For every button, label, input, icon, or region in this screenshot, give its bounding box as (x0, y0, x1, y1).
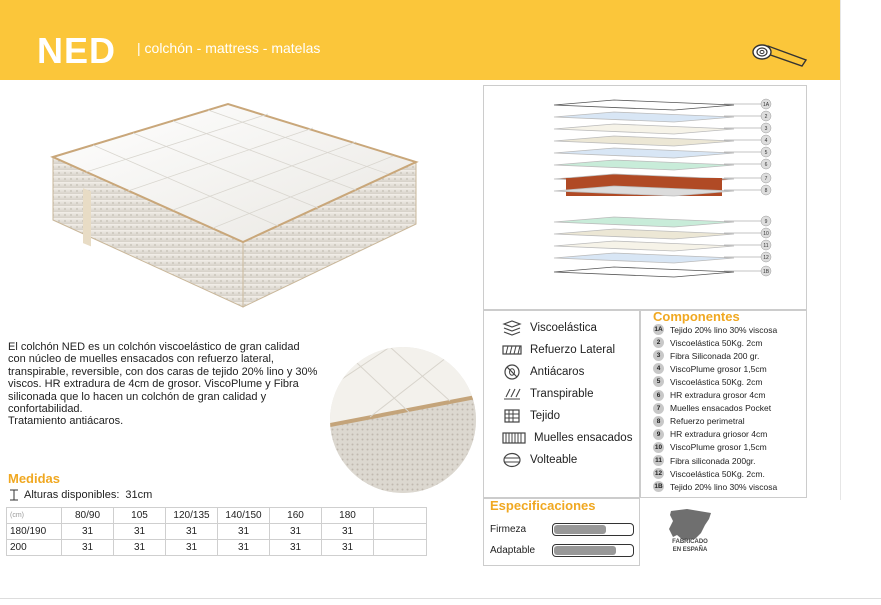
mattress-layer (554, 124, 734, 134)
component-number-badge: 11 (653, 455, 664, 466)
component-label: Tejido 20% lino 30% viscosa (670, 324, 778, 335)
layer-number: 12 (763, 255, 769, 261)
mattress-photo (38, 92, 448, 322)
component-number-badge: 1B (654, 483, 663, 491)
layer-number: 2 (764, 114, 768, 120)
product-subtitle: | colchón - mattress - matelas (137, 40, 321, 56)
fabric-detail-closeup (330, 347, 476, 493)
bottom-divider (0, 598, 881, 599)
made-in-line1: FABRICADO (672, 539, 708, 545)
description-extra: Tratamiento antiácaros. (8, 415, 124, 428)
component-item (653, 429, 767, 440)
table-cell: 31 (218, 540, 270, 556)
layer-number: 11 (763, 243, 769, 249)
breathable-icon (502, 386, 522, 402)
component-number-badge: 12 (654, 470, 663, 478)
component-number-badge: 2 (653, 337, 664, 348)
component-item (653, 481, 777, 492)
component-number-badge: 10 (654, 443, 663, 451)
anti-mite-icon (502, 364, 522, 380)
layer-number: 1A (762, 102, 770, 108)
spec-label: Adaptable (490, 545, 536, 556)
component-label: HR extradura grosor 4cm (670, 390, 766, 400)
especificaciones-heading: Especificaciones (490, 498, 596, 513)
table-cell: 31 (62, 524, 114, 540)
table-cell: 31 (166, 524, 218, 540)
layer-number: 10 (763, 231, 769, 237)
spec-firmeza (490, 523, 634, 536)
component-item (653, 350, 759, 361)
component-label: Fibra Siliconada 200 gr. (670, 350, 760, 361)
column-header: 80/90 (62, 508, 114, 524)
mattress-layer (554, 136, 734, 146)
row-label: 180/190 (7, 524, 62, 540)
component-label: HR extradura griosor 4cm (670, 429, 768, 440)
feature-refuerzo-lateral (502, 342, 615, 358)
product-description (8, 341, 318, 428)
component-number-badge: 6 (653, 390, 664, 401)
features-panel (483, 310, 640, 498)
made-in-line2: EN ESPAÑA (672, 547, 708, 553)
firmeza-gauge (552, 523, 634, 536)
components-panel (640, 310, 807, 498)
component-label: ViscoPlume grosor 1,5cm (670, 363, 767, 374)
layers-diagram (483, 85, 807, 310)
layer-number: 4 (764, 138, 768, 144)
page-edge-divider (840, 0, 841, 500)
row-label: 200 (7, 540, 62, 556)
column-header: 180 (322, 508, 374, 524)
component-item (653, 416, 745, 427)
mattress-layer (554, 267, 734, 277)
component-label: ViscoPlume grosor 1,5cm (670, 442, 767, 453)
component-item (653, 403, 771, 414)
spec-label: Firmeza (490, 524, 527, 535)
pocket-springs-icon (502, 430, 526, 446)
table-cell: 31 (322, 524, 374, 540)
description-paragraph: El colchón NED es un colchón viscoelástico de gran calidad con núcleo de muelles ensacados con refuerzo lateral, transpirable, reversible, con dos caras de tejido 20% lino y 30% viscos. HR extradura de 4cm de grosor. ViscoPlume y Fibra siliconada que lo hacen un colchón de gran calidad y confortabilidad. (8, 341, 318, 416)
mattress-layer (554, 148, 734, 158)
component-label: Fibra siliconada 200gr. (670, 455, 756, 466)
table-row (7, 540, 427, 556)
spec-adaptable (490, 544, 634, 557)
component-number-badge: 7 (653, 403, 664, 414)
mattress-layer (554, 229, 734, 239)
layer-number: 8 (764, 188, 768, 194)
table-cell: 31 (114, 540, 166, 556)
header-bar (0, 0, 840, 80)
alturas-label: Alturas disponibles: (24, 489, 120, 501)
feature-label: Refuerzo Lateral (530, 344, 616, 356)
table-cell: 31 (270, 540, 322, 556)
layer-number: 1B (762, 269, 770, 275)
layers-diagram-svg (484, 86, 806, 309)
component-label: Muelles ensacados Pocket (670, 403, 772, 414)
mattress-layer (554, 253, 734, 263)
component-item (653, 376, 762, 387)
product-title: NED (37, 30, 117, 71)
feature-label: Viscoelástica (530, 322, 597, 334)
height-icon (10, 489, 18, 501)
componentes-heading: Componentes (653, 309, 740, 324)
component-label: Tejido 20% lino 30% viscosa (670, 481, 778, 492)
component-label: Viscoelástica 50Kg. 2cm (670, 376, 763, 387)
layer-number: 3 (764, 126, 768, 132)
layer-number: 9 (764, 219, 768, 225)
feature-label: Transpirable (530, 388, 594, 400)
table-cell: 31 (322, 540, 374, 556)
table-cell (374, 524, 427, 540)
table-cell: 31 (166, 540, 218, 556)
component-item (653, 455, 756, 466)
component-number-badge: 4 (653, 363, 664, 374)
component-item (653, 363, 767, 374)
made-in-spain-label (660, 538, 720, 554)
feature-label: Muelles ensacados (534, 432, 633, 444)
component-number-badge: 3 (653, 350, 664, 361)
table-cell: 31 (218, 524, 270, 540)
column-header: 160 (270, 508, 322, 524)
component-label: Viscoelástica 50Kg. 2cm (670, 337, 763, 348)
available-heights (10, 489, 152, 501)
component-number-badge: 5 (653, 376, 664, 387)
layer-number: 6 (764, 162, 768, 168)
feature-label: Volteable (530, 454, 578, 466)
rolled-mattress-icon (748, 40, 810, 70)
mattress-layer (554, 160, 734, 170)
flippable-icon (502, 452, 522, 468)
table-header-row (7, 508, 427, 524)
feature-label: Tejido (530, 410, 561, 422)
mattress-layer (554, 100, 734, 110)
alturas-value: 31cm (125, 489, 153, 501)
lateral-reinforcement-icon (502, 342, 522, 358)
sizes-table (6, 507, 427, 556)
layer-number: 7 (764, 176, 768, 182)
table-cell (374, 540, 427, 556)
feature-label: Antiácaros (530, 366, 585, 378)
feature-muelles-ensacados (502, 430, 632, 446)
unit-cell: (cm) (7, 508, 62, 524)
medidas-heading: Medidas (8, 471, 61, 486)
mattress-layer (554, 241, 734, 251)
component-number-badge: 8 (653, 416, 664, 427)
mattress-layer (554, 217, 734, 227)
feature-viscoelastica (502, 320, 597, 336)
component-number-badge: 1A (654, 326, 663, 333)
table-cell: 31 (62, 540, 114, 556)
layers-icon (502, 320, 522, 336)
column-header: 105 (114, 508, 166, 524)
table-row (7, 524, 427, 540)
component-item (653, 442, 767, 453)
adaptable-gauge (552, 544, 634, 557)
column-header (374, 508, 427, 524)
component-number-badge: 9 (653, 429, 664, 440)
column-header: 120/135 (166, 508, 218, 524)
table-cell: 31 (270, 524, 322, 540)
component-item (653, 390, 765, 401)
feature-antiacaros (502, 364, 584, 380)
mattress-layer (554, 112, 734, 122)
component-item (653, 468, 765, 479)
component-label: Refuerzo perimetral (670, 416, 745, 427)
feature-tejido (502, 408, 560, 424)
component-label: Viscoelástica 50Kg. 2cm. (670, 468, 765, 479)
feature-volteable (502, 452, 577, 468)
table-cell: 31 (114, 524, 166, 540)
component-item (653, 324, 777, 335)
specifications-panel (483, 498, 640, 566)
fabric-icon (502, 408, 522, 424)
component-item (653, 337, 762, 348)
column-header: 140/150 (218, 508, 270, 524)
layer-number: 5 (764, 150, 768, 156)
feature-transpirable (502, 386, 594, 402)
